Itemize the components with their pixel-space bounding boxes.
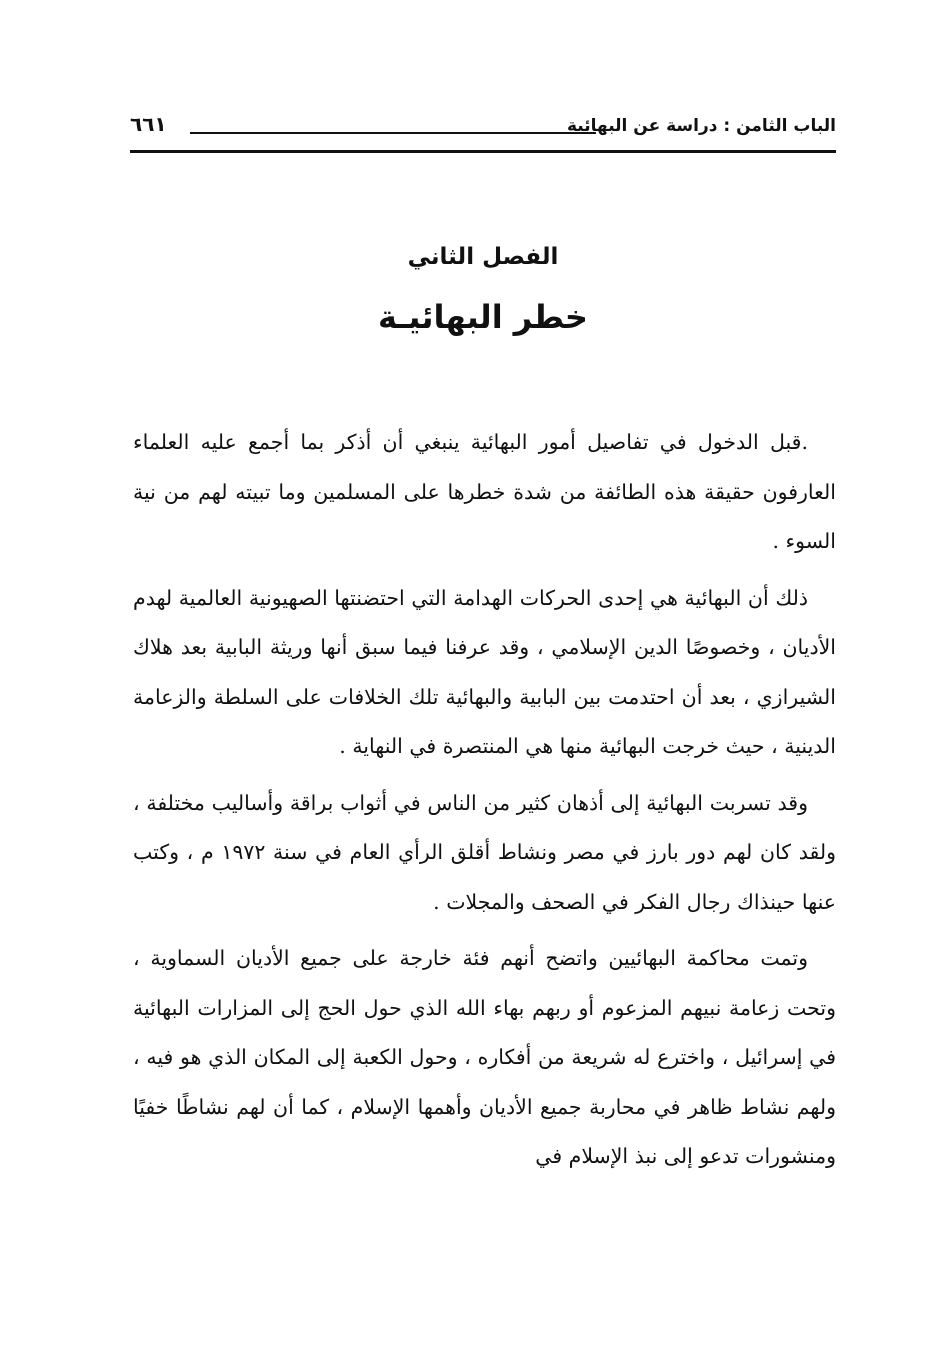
page-number: ٦٦١ xyxy=(130,112,167,136)
paragraph: ذلك أن البهائية هي إحدى الحركات الهدامة التي احتضنتها الصهيونية العالمية لهدم الأديان ، وخصوصًا الدين الإسلامي ، وقد عرفنا فيما سبق أنها وريثة البابية بعد هلاك الشيرازي ، بعد أن احتدمت بين البابية والبهائية تلك الخلافات على السلطة والزعامة الدينية ، حيث خرجت البهائية منها هي المنتصرة في النهاية . xyxy=(133,585,836,758)
header-dash-line xyxy=(190,132,596,134)
header-rule xyxy=(130,150,836,153)
paragraph: .قبل الدخول في تفاصيل أمور البهائية ينبغي أن أذكر بما أجمع عليه العلماء العارفون حقيقة هذه الطائفة من شدة خطرها على المسلمين وما تبيته لهم من نية السوء . xyxy=(133,430,836,553)
paragraph: وتمت محاكمة البهائيين واتضح أنهم فئة خارجة على جميع الأديان السماوية ، وتحت زعامة نبيهم المزعوم أو ربهم بهاء الله الذي حول الحج إلى المزارات البهائية في إسرائيل ، واخترع له شريعة من أفكاره ، وحول الكعبة إلى المكان الذي هو فيه ، ولهم نشاط ظاهر في محاربة جميع الأديان وأهمها الإسلام ، كما أن لهم نشاطًا خفيًا ومنشورات تدعو إلى نبذ الإسلام في xyxy=(133,946,836,1168)
running-title: الباب الثامن : دراسة عن البهائية xyxy=(566,116,836,136)
paragraph: وقد تسربت البهائية إلى أذهان كثير من الناس في أثواب براقة وأساليب مختلفة ، ولقد كان لهم دور بارز في مصر ونشاط أقلق الرأي العام في سنة ١٩٧٢ م ، وكتب عنها حينذاك رجال الفكر في الصحف والمجلات . xyxy=(133,790,836,914)
body-text xyxy=(133,418,836,1189)
section-title: خطر البهائيـة xyxy=(378,298,588,336)
chapter-label: الفصل الثاني xyxy=(407,244,559,270)
page-header xyxy=(130,108,836,150)
